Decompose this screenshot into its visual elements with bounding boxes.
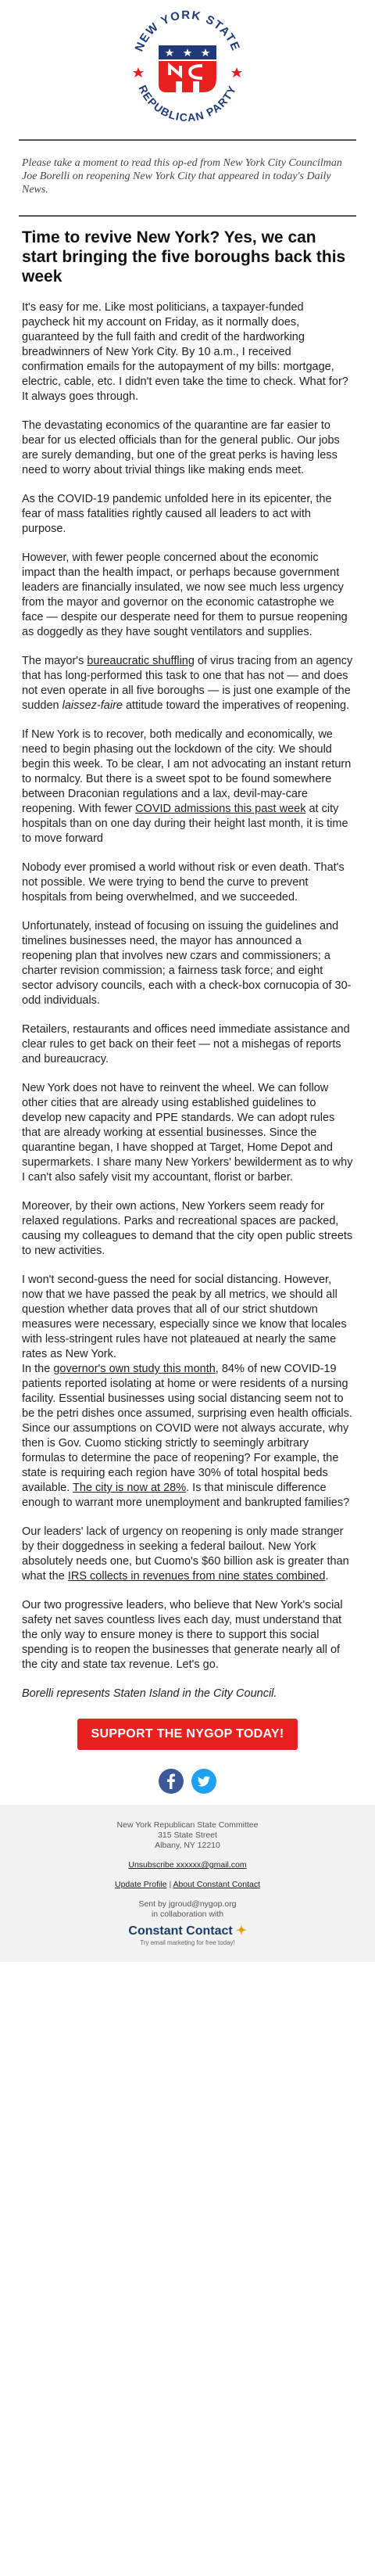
- right-star-icon: [231, 67, 242, 77]
- paragraph: Retailers, restaurants and offices need immediate assistance and clear rules to get back on their feet — not a mishegas of reports and bureaucracy.: [22, 1023, 350, 1065]
- paragraph: Our leaders' lack of urgency on reopening is only made stranger by their doggedness in seeking a federal bailout. New York absolutely needs one, but Cuomo's $60 billion ask is greater than what the IRS collects in revenues from nine states combined.: [22, 1525, 349, 1583]
- social-links: [0, 1764, 375, 1805]
- about-constant-contact-link[interactable]: About Constant Contact: [173, 1880, 261, 1889]
- elephant-red-body: [159, 61, 216, 92]
- support-nygop-button[interactable]: SUPPORT THE NYGOP TODAY!: [77, 1719, 298, 1750]
- cta-section: [0, 1716, 375, 1764]
- constant-contact-logo[interactable]: Constant Contact ✦: [128, 1924, 247, 1938]
- footer-links: Update Profile | About Constant Contact: [114, 1880, 261, 1889]
- seal-top-text: NEW YORK STATE: [132, 8, 243, 54]
- bureaucratic-shuffling-link[interactable]: bureaucratic shuffling: [87, 655, 195, 667]
- footer-city: Albany, NY 12210: [155, 1841, 220, 1850]
- paragraph: The mayor's bureaucratic shuffling of virus tracing from an agency that has long-performed this task to one that has not — and does not even operate in all five boroughs — is just one example of the sudden laissez-faire attitude toward the imperatives of reopening.: [22, 655, 353, 712]
- facebook-icon[interactable]: [159, 1769, 184, 1794]
- article-body: [0, 286, 375, 1701]
- paragraph: I won't second-guess the need for social distancing. However, now that we have passed the peak by all metrics, we should all question whether data proves that all of our strict shutdown measures were necessary, especially since we know that locales with less-stringent rules have not plateaued at nearly the same rates as New York. In the governor's own study this month, 84% of new COVID-19 patients reported isolating at home or were residents of a nursing facility. Essential businesses using social distancing seem not to be the petri dishes once assumed, surprising even health officials. Since our assumptions on COVID were not always accurate, why then is Gov. Cuomo sticking strictly to seemingly arbitrary formulas to determine the pace of reopening? For example, the state is requiring each region have 30% of total hospital beds available. The city is now at 28%. Is that miniscule difference enough to warrant more unemployment and bankrupted families?: [22, 1274, 352, 1509]
- paragraph: As the COVID-19 pandemic unfolded here in its epicenter, the fear of mass fatalities rightly caused all leaders to act with purpose.: [22, 493, 332, 535]
- paragraph: If New York is to recover, both medically and economically, we need to begin phasing out the lockdown of the city. We should begin this week. To be clear, I am not advocating an instant return to normalcy. But there is a sweet spot to be found somewhere between Draconian regulations and a lax, devil-may-care reopening. With fewer COVID admissions this past week at city hospitals than on one day during their height last month, it is time to move forward: [22, 728, 352, 845]
- left-star-icon: [133, 67, 144, 77]
- covid-admissions-link[interactable]: COVID admissions this past week: [135, 803, 306, 815]
- intro-note: Please take a moment to read this op-ed from New York City Councilman Joe Borelli on reopening New York City that appeared in today's Daily News.: [22, 157, 342, 196]
- paragraph: Unfortunately, instead of focusing on issuing the guidelines and timelines businesses need, the mayor has announced a reopening plan that involves new czars and commissioners; a charter revision commission; a fairness task force; and eight sector advisory councils, each with a check-box cornucopia of 30-odd individuals.: [22, 920, 352, 1007]
- author-signature: Borelli represents Staten Island in the City Council.: [22, 1687, 277, 1700]
- paragraph: New York does not have to reinvent the wheel. We can follow other cities that are already using established guidelines to develop new capacity and PPE standards. We can adopt rules that are already working at essential businesses. Since the quarantine began, I have shopped at Target, Home Depot and supermarkets. I share many New Yorkers' bewilderment as to why I can't also safely visit my accountant, florist or barber.: [22, 1082, 353, 1184]
- constant-contact-tagline: Try email marketing for free today!: [140, 1939, 235, 1946]
- irs-revenue-link[interactable]: IRS collects in revenues from nine states combined: [67, 1570, 326, 1583]
- paragraph: Nobody ever promised a world without risk or even death. That's not possible. We were trying to bend the curve to prevent hospitals from being overwhelmed, and we succeeded.: [22, 861, 345, 904]
- header-logo: [0, 0, 375, 139]
- update-profile-link[interactable]: Update Profile: [114, 1880, 167, 1889]
- paragraph: Our two progressive leaders, who believe that New York's social safety net saves countless lives each day, must understand that the only way to ensure money is there to support this social spending is to reopen the businesses that generate nearly all of the city and state tax revenue. Let's go.: [22, 1599, 343, 1671]
- twitter-icon[interactable]: [191, 1769, 216, 1794]
- governors-study-link[interactable]: governor's own study this month: [53, 1363, 216, 1375]
- paragraph: However, with fewer people concerned about the economic impact than the health impact, or perhaps because government leaders are financially insulated, we now see much less urgency from the mayor and governor on the economic catastrophe we face — despite our desperate need for them to pursue reopening as doggedly as they have sought ventilators and supplies.: [22, 551, 348, 638]
- hospital-beds-link[interactable]: The city is now at 28%: [73, 1482, 187, 1494]
- paragraph: The devastating economics of the quarantine are far easier to bear for us elected officials than for the general public. Our jobs are surely demanding, but one of the great perks is having less need to worry about trivial things like making ends meet.: [22, 419, 340, 476]
- sent-by: Sent by jgroud@nygop.org: [138, 1899, 237, 1909]
- email-footer: [0, 1805, 375, 1962]
- paragraph: Moreover, by their own actions, New Yorkers seem ready for relaxed regulations. Parks and recreational spaces are packed, causing my colleagues to demand that the city open public streets to new activities.: [22, 1200, 353, 1257]
- paragraph: It's easy for me. Like most politicians, a taxpayer-funded paycheck hit my account on Friday, as it normally does, guaranteed by the full faith and credit of the hardworking breadwinners of New York City. By 10 a.m., I received confirmation emails for the autopayment of my bills: mortgage, electric, cable, etc. I didn't even take the time to check. What for? It always goes through.: [22, 301, 348, 403]
- unsubscribe-link[interactable]: Unsubscribe xxxxxx@gmail.com: [128, 1860, 247, 1870]
- footer-org: New York Republican State Committee: [116, 1820, 259, 1830]
- party-seal: [121, 0, 254, 133]
- article-headline: Time to revive New York? Yes, we can start bringing the five boroughs back this week: [22, 228, 346, 286]
- seal-bottom-text: REPUBLICAN PARTY: [136, 83, 239, 124]
- collab-text: in collaboration with: [151, 1910, 224, 1919]
- sparkle-icon: ✦: [236, 1924, 247, 1938]
- footer-street: 315 State Street: [158, 1831, 217, 1840]
